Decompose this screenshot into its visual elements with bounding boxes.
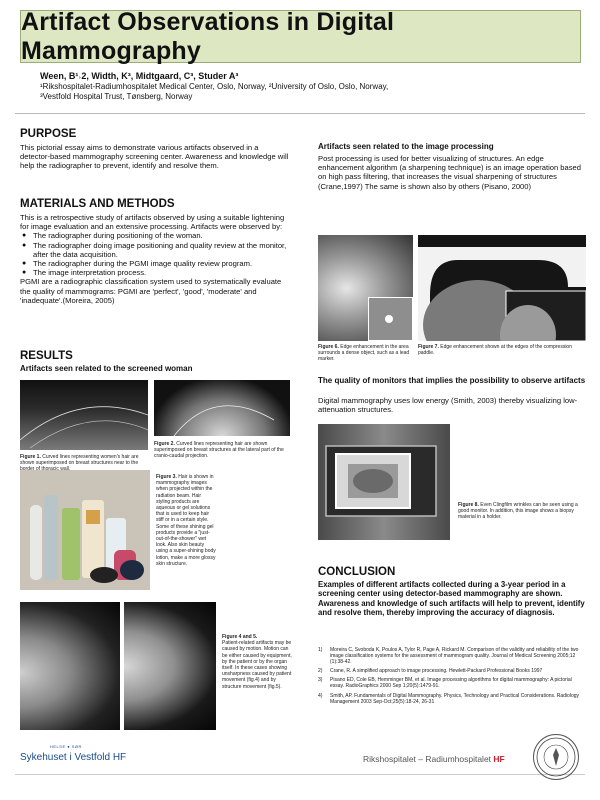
references-list xyxy=(318,647,586,708)
methods-bullet-list xyxy=(20,231,290,277)
seal-emblem-icon xyxy=(536,737,576,777)
figure-3-photo xyxy=(20,470,150,590)
hair-line-art xyxy=(20,380,148,450)
figure-4-image xyxy=(20,602,120,730)
header-divider xyxy=(15,113,585,114)
figure-4-5-caption: Figure 4 and 5. Patient-related artifacts may be caused by motion. Motion can be either caused by equipment, by the patient or by the organ itself. In these cases showing unsharpness caused by patient movement (fig.4) and by structure movement (fig.5). xyxy=(222,634,292,690)
conclusion-heading: CONCLUSION xyxy=(318,566,396,578)
author-block xyxy=(40,71,560,102)
purpose-text: This pictorial essay aims to demonstrate various artifacts observed in a detector-based mammography screening center. Awareness and knowledge will help the radiographer to prevent, identify and resolve them. xyxy=(20,143,289,171)
processing-text: Post processing is used for better visualizing of structures. An edge enhancement algorithm (a sharpening technique) is an image operation based on high pass filtering, that increases the visual sharpening of structures (Crane,1997) The same is shown also by others (Pisano, 2000) xyxy=(318,154,581,191)
figure-5-image xyxy=(124,602,216,730)
hair-products-illustration xyxy=(20,470,150,590)
biopsy-holder-illustration xyxy=(318,424,450,540)
methods-bullet: ● The radiographer during positioning of the woman. xyxy=(20,231,290,240)
footer-divider xyxy=(15,774,585,775)
reference-item: 2) Crane, R. A simplified approach to image processing. Hewlett-Packard Professional Books 1997 xyxy=(318,668,543,675)
results-heading: RESULTS xyxy=(20,350,73,362)
lead-marker xyxy=(385,315,393,323)
figure-3-caption: Figure 3. Hair is shown in mammography images when projected within the radiation beam. Hair styling products are aqueous or gel solutions that is used to keep hair stiff or in a certain style. Some of these shining gel products provide a "just-out-of-the-shower" wet look. Also skin beauty using a super-shining body lotion, make a more glossy skin structure. xyxy=(156,474,216,567)
methods-heading: MATERIALS AND METHODS xyxy=(20,198,175,210)
methods-bullet: ● The radiographer doing image positioning and quality review at the monitor, after the data acquisition. xyxy=(20,241,290,259)
purpose-heading: PURPOSE xyxy=(20,128,77,140)
monitors-heading: The quality of monitors that implies the possibility to observe artifacts xyxy=(318,376,586,385)
methods-outro: PGMI are a radiographic classification system used to systematically evaluate the quality of mammograms: PGMI are 'perfect', 'good', 'moderate' and 'inadequate'.(Moreira, 2005) xyxy=(20,277,282,305)
figure-6-inset xyxy=(368,297,413,341)
monitors-text: Digital mammography uses low energy (Smith, 2003) thereby visualizing low-attenuation structures. xyxy=(318,396,578,415)
university-seal xyxy=(533,734,579,780)
reference-item: 3) Pisano ED, Cole EB, Hemminger BM, et al. Image processing algorithms for digital mammography: A pictorial essay. RadioGraphics 2000 Sep 1;20(5):1479-91. xyxy=(318,677,572,690)
helse-sor-label: HELSE ● SØR xyxy=(50,744,82,749)
rikshospitalet-logo: Rikshospitalet – Radiumhospitalet HF xyxy=(363,754,505,764)
methods-bullet: ● The image interpretation process. xyxy=(20,268,290,277)
title-banner xyxy=(20,7,581,65)
affiliation-line-2: ³Vestfold Hospital Trust, Tønsberg, Norway xyxy=(40,92,193,101)
figure-2-caption: Figure 2. Curved lines representing hair are shown superimposed on breast structures at the lateral part of the cranio-caudal projection. xyxy=(154,441,284,460)
affiliation-line-1: ¹Rikshospitalet-Radiumhospitalet Medical Center, Oslo, Norway, ²University of Oslo, Oslo, Norway, xyxy=(40,82,389,91)
figure-6-caption: Figure 6. Edge enhancement in the area surrounds a dense object, such as a lead marker. xyxy=(318,344,410,363)
reference-item: 4) Smith, AP. Fundamentals of Digital Mammography. Physics, Technology and Practical Considerations. Radiology Management 2003 Sep-Oct;25(5):18-24, 26-31 xyxy=(318,692,580,705)
figure-6-image xyxy=(318,235,413,341)
figure-8-image xyxy=(318,424,450,540)
author-names: Ween, B¹˒2, Width, K³, Midtgaard, C³, Studer A³ xyxy=(40,71,239,81)
processing-heading: Artifacts seen related to the image processing xyxy=(318,142,494,151)
figure-7-caption: Figure 7. Edge enhancement shown at the edges of the compression paddle. xyxy=(418,344,572,357)
figure-1-caption: Figure 1. Curved lines representing women's hair are shown superimposed on breast structures near to the xyxy=(20,454,139,467)
methods-bullet: ● The radiographer during the PGMI image quality review program. xyxy=(20,259,290,268)
poster-title: Artifact Observations in Digital Mammography xyxy=(21,7,395,65)
conclusion-text: Examples of different artifacts collected during a 3-year period in a screening center using detector-based mammography are shown. Awareness and knowledge of such artifacts will help to prevent, identify and resolve them, thereby improving the accuracy of diagnosis. xyxy=(318,580,585,618)
sykehuset-vestfold-logo: Sykehuset i Vestfold HF xyxy=(20,752,127,763)
methods-block xyxy=(20,213,290,305)
figure-1-image xyxy=(20,380,148,450)
figure-2-image xyxy=(154,380,290,436)
figure-8-caption: Figure 8. Even Clingfilm wrinkles can be seen using a good monitor. In addition, this image shows a biopsy material in a holder. xyxy=(458,502,578,521)
compression-paddle-illustration xyxy=(418,235,586,341)
methods-intro: This is a retrospective study of artifacts observed by using a suitable lightening for image evaluation and an extensive processing. Artifacts were observed by: xyxy=(20,213,285,232)
figure-7-image xyxy=(418,235,586,341)
hair-line-art xyxy=(154,380,290,436)
reference-item: 1) Moreira C, Svoboda K, Poulos A, Tylor R, Page A, Rickard M. Comparison of the validity and reliability of the two image classification systems for the assessment of mammogram quality. Journal of Medical Screening 2005;12 (1):38-42. xyxy=(318,647,579,666)
results-subheading: Artifacts seen related to the screened woman xyxy=(20,364,193,373)
